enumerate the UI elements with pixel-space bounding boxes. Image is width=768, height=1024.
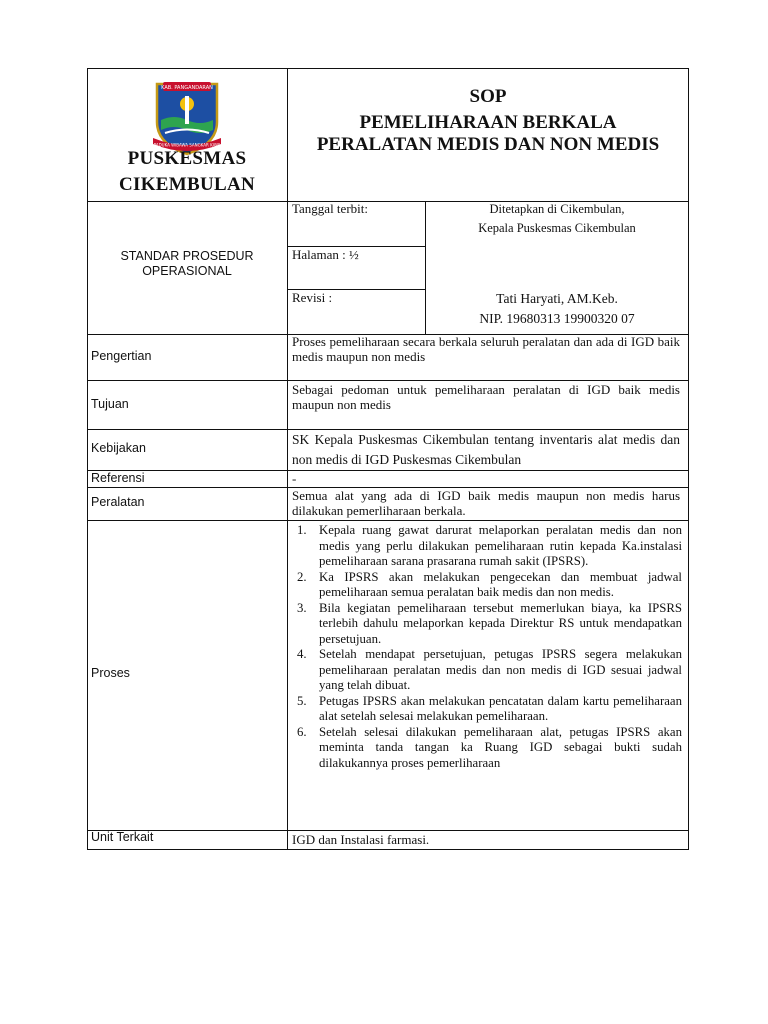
doc-type-line1: STANDAR PROSEDUR xyxy=(120,249,254,263)
step-text: Ka IPSRS akan melakukan pengecekan dan membuat jadwal pemeliharaan semua peralatan baik medis dan non medis. xyxy=(319,569,682,599)
step-text: Bila kegiatan pemeliharaan tersebut memerlukan biaya, ka IPSRS terlebih dahulu melaporkan kepada Direktur RS untuk mendapatkan persetujuan. xyxy=(319,600,682,646)
title-line1: SOP xyxy=(469,86,507,107)
step-number: 4. xyxy=(297,647,307,661)
step-text: Kepala ruang gawat darurat melaporkan peralatan medis dan non medis yang perlu dilakukan pemeliharaan rutin kepada Ka.instalasi pemeliharaan sarana prasarana rumah sakit (IPSRS). xyxy=(319,523,682,568)
organization-name xyxy=(87,146,287,198)
signer-block xyxy=(425,289,689,329)
step-number: 1. xyxy=(297,523,307,537)
signer-name: Tati Haryati, AM.Keb. xyxy=(496,291,618,306)
unit-terkait-text: IGD dan Instalasi farmasi. xyxy=(292,832,430,847)
svg-text:KAB. PANGANDARAN: KAB. PANGANDARAN xyxy=(161,85,213,91)
org-name-line2: CIKEMBULAN xyxy=(118,174,255,195)
page-number-label: Halaman : ½ xyxy=(292,247,359,262)
list-item xyxy=(292,647,682,694)
tujuan-label: Tujuan xyxy=(91,397,129,411)
referensi-text: - xyxy=(292,471,297,486)
step-text: Setelah mendapat persetujuan, petugas IPSRS segera melakukan pemeliharaan peralatan medis dan non medis di IGD sesuai jadwal yang telah dibuat. xyxy=(319,647,682,692)
proses-label: Proses xyxy=(91,666,130,680)
kebijakan-label: Kebijakan xyxy=(91,441,146,455)
pengertian-label: Pengertian xyxy=(91,349,152,363)
pengertian-text: Proses pemeliharaan secara berkala seluruh peralatan dan ada di IGD baik medis maupun non medis xyxy=(292,334,680,364)
divider xyxy=(87,520,689,521)
list-item xyxy=(292,570,682,601)
proses-steps xyxy=(292,523,682,771)
step-text: Setelah selesai dilakukan pemeliharaan alat, petugas IPSRS akan meminta tanda tangan ka Ruang IGD sebagai bukti sudah dilakukannya proses pemerliharaan xyxy=(319,724,682,770)
document-type xyxy=(87,249,287,279)
title-line3: PERALATAN MEDIS DAN NON MEDIS xyxy=(316,134,660,155)
column-divider xyxy=(287,68,288,850)
referensi-label: Referensi xyxy=(91,471,145,485)
org-name-line1: PUSKESMAS xyxy=(127,148,247,169)
established-statement xyxy=(425,200,689,238)
list-item xyxy=(292,523,682,570)
tujuan-text: Sebagai pedoman untuk pemeliharaan peralatan di IGD baik medis maupun non medis xyxy=(292,382,680,412)
unit-terkait-label: Unit Terkait xyxy=(91,830,154,844)
divider xyxy=(87,830,689,831)
signer-nip: NIP. 19680313 19900320 07 xyxy=(479,311,635,326)
divider xyxy=(87,380,689,381)
list-item xyxy=(292,694,682,725)
document-title xyxy=(287,86,689,156)
step-number: 6. xyxy=(297,724,307,739)
kebijakan-text: SK Kepala Puskesmas Cikembulan tentang inventaris alat medis dan non medis di IGD Puskesmas Cikembulan xyxy=(292,432,680,467)
svg-text:PADUKA WIBAWA SANGKAR KAWI: PADUKA WIBAWA SANGKAR KAWI xyxy=(153,142,221,148)
step-number: 5. xyxy=(297,693,307,708)
list-item xyxy=(292,601,682,648)
list-item xyxy=(292,725,682,772)
step-number: 3. xyxy=(297,600,307,615)
established-line1: Ditetapkan di Cikembulan, xyxy=(489,202,625,216)
title-line2: PEMELIHARAAN BERKALA xyxy=(359,112,617,133)
step-number: 2. xyxy=(297,569,307,584)
established-line2: Kepala Puskesmas Cikembulan xyxy=(478,221,636,235)
doc-type-line2: OPERASIONAL xyxy=(142,264,232,278)
peralatan-label: Peralatan xyxy=(91,495,145,509)
issue-date-label: Tanggal terbit: xyxy=(292,201,368,216)
revision-label: Revisi : xyxy=(292,290,333,305)
step-text: Petugas IPSRS akan melakukan pencatatan dalam kartu pemeliharaan alat setelah selesai melakukan pemeliharaan. xyxy=(319,693,682,723)
peralatan-text: Semua alat yang ada di IGD baik medis maupun non medis harus dilakukan pemerliharaan berkala. xyxy=(292,488,680,518)
